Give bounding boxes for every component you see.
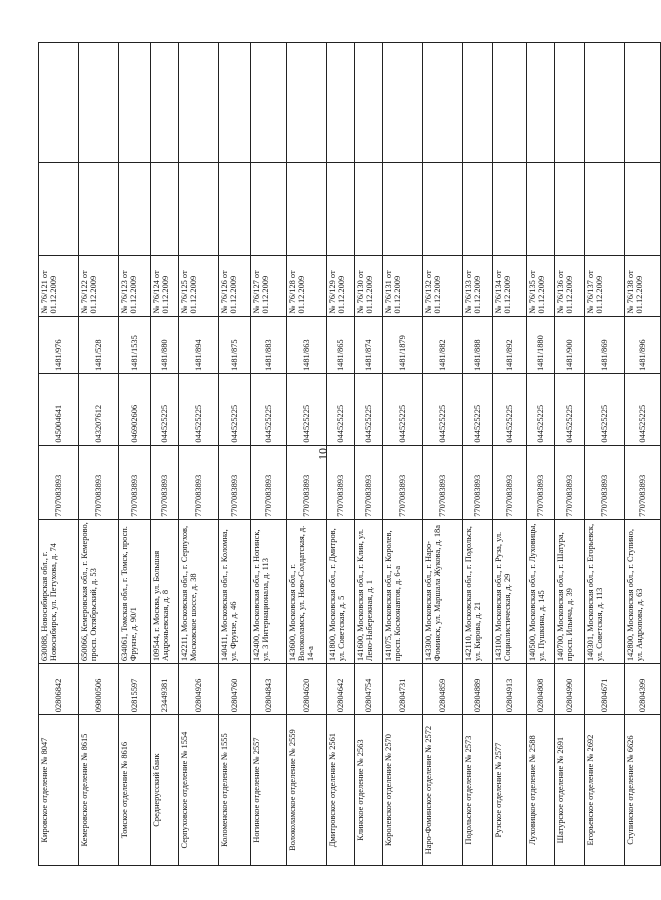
branch-license: 1481/528 (79, 316, 119, 374)
branch-name: Ступинское отделение № 6626 (625, 715, 661, 866)
empty-cell (251, 43, 287, 163)
branch-code: 02804889 (463, 664, 493, 715)
empty-cell (493, 43, 527, 163)
branch-decree: № 76/133 от 01.12.2009 (463, 256, 493, 316)
table-row (327, 43, 355, 866)
branch-bik: 044525225 (625, 374, 661, 446)
branch-decree: № 76/123 от 01.12.2009 (119, 256, 151, 316)
table-row (423, 43, 463, 866)
branch-bik: 044525225 (151, 374, 179, 446)
branch-bik: 045004641 (39, 374, 79, 446)
branch-code: 02804754 (355, 664, 383, 715)
branch-inn: 7707083893 (219, 445, 251, 519)
empty-cell (423, 43, 463, 163)
branch-decree: № 76/135 от 01.12.2009 (527, 256, 555, 316)
empty-cell (327, 163, 355, 256)
branch-license: 1481/882 (423, 316, 463, 374)
branch-decree: № 76/126 от 01.12.2009 (219, 256, 251, 316)
table-row (493, 43, 527, 866)
branch-bik: 044525225 (287, 374, 327, 446)
branch-inn: 7707083893 (151, 445, 179, 519)
branch-license: 1481/896 (625, 316, 661, 374)
empty-cell (287, 163, 327, 256)
empty-cell (39, 43, 79, 163)
branch-license: 1481/865 (327, 316, 355, 374)
branch-bik: 046902606 (119, 374, 151, 446)
table-row (555, 43, 585, 866)
branch-address: 141600, Московская обл., г. Клин, ул. Лено-Набережная, д. 1 (355, 519, 383, 663)
branch-address: 140500, Московская обл., г. Луховицы, ул. Пушкина, д. 145 (527, 519, 555, 663)
branch-code: 02804760 (219, 664, 251, 715)
branch-address: 141800, Московская обл., г. Дмитров, ул. Советская, д. 5 (327, 519, 355, 663)
branch-address: 630088, Новосибирская обл., г. Новосибирск, ул. Петухова, д. 74 (39, 519, 79, 663)
empty-cell (219, 43, 251, 163)
table-row (79, 43, 119, 866)
branch-name: Волоколамское отделение № 2559 (287, 715, 327, 866)
empty-cell (287, 43, 327, 163)
branch-inn: 7707083893 (327, 445, 355, 519)
branch-decree: № 76/138 от 01.12.2009 (625, 256, 661, 316)
branch-name: Дмитровское отделение № 2561 (327, 715, 355, 866)
empty-cell (527, 43, 555, 163)
branch-bik: 044525225 (383, 374, 423, 446)
branch-address: 141075, Московская обл., г. Королев, просп. Космонавтов, д. 6-а (383, 519, 423, 663)
branch-inn: 7707083893 (625, 445, 661, 519)
branch-code: 02804671 (585, 664, 625, 715)
branch-name: Луховицкое отделение № 2588 (527, 715, 555, 866)
branch-license: 1481/900 (555, 316, 585, 374)
branch-inn: 7707083893 (423, 445, 463, 519)
branch-address: 140301, Московская обл., г. Егорьевск, ул. Советская, д. 113 (585, 519, 625, 663)
branch-bik: 044525225 (355, 374, 383, 446)
branch-inn: 7707083893 (119, 445, 151, 519)
empty-cell (79, 163, 119, 256)
empty-cell (463, 163, 493, 256)
branch-decree: № 76/128 от 01.12.2009 (287, 256, 327, 316)
table-row (585, 43, 625, 866)
empty-cell (463, 43, 493, 163)
empty-cell (179, 43, 219, 163)
table-row (219, 43, 251, 866)
branch-name: Наро-Фоминское отделение № 2572 (423, 715, 463, 866)
branch-decree: № 76/124 от 01.12.2009 (151, 256, 179, 316)
branch-code: 02804859 (423, 664, 463, 715)
branch-inn: 7707083893 (527, 445, 555, 519)
branch-decree: № 76/129 от 01.12.2009 (327, 256, 355, 316)
branch-decree: № 76/127 от 01.12.2009 (251, 256, 287, 316)
table-row (39, 43, 79, 866)
branch-code: 23449381 (151, 664, 179, 715)
branch-license: 1481/883 (251, 316, 287, 374)
branch-inn: 7707083893 (585, 445, 625, 519)
table-row (151, 43, 179, 866)
branch-name: Егорьевское отделение № 2692 (585, 715, 625, 866)
empty-cell (219, 163, 251, 256)
branch-table (38, 42, 661, 866)
branch-code: 02804843 (251, 664, 287, 715)
branch-address: 142400, Московская обл., г. Ногинск, ул. 3 Интернационала, д. 113 (251, 519, 287, 663)
branch-table-container (38, 42, 647, 866)
branch-decree: № 76/125 от 01.12.2009 (179, 256, 219, 316)
branch-name: Коломенское отделение № 1555 (219, 715, 251, 866)
branch-license: 1481/1535 (119, 316, 151, 374)
table-row (463, 43, 493, 866)
branch-code: 02804731 (383, 664, 423, 715)
branch-name: Ногинское отделение № 2557 (251, 715, 287, 866)
page-number: 10 (315, 448, 330, 460)
branch-code: 02806842 (39, 664, 79, 715)
branch-license: 1481/875 (219, 316, 251, 374)
empty-cell (39, 163, 79, 256)
branch-inn: 7707083893 (251, 445, 287, 519)
branch-address: 634061, Томская обл., г. Томск, просп. Фрунзе, д. 90/1 (119, 519, 151, 663)
branch-name: Клинское отделение № 2563 (355, 715, 383, 866)
branch-address: 143100, Московская обл., г. Руза, ул. Социалистическая, д. 29 (493, 519, 527, 663)
branch-bik: 044525225 (179, 374, 219, 446)
empty-cell (179, 163, 219, 256)
empty-cell (585, 163, 625, 256)
table-row (179, 43, 219, 866)
empty-cell (355, 163, 383, 256)
branch-bik: 044525225 (327, 374, 355, 446)
branch-address: 109544, г. Москва, ул. Большая Андроньевская, д. 8 (151, 519, 179, 663)
branch-bik: 043207612 (79, 374, 119, 446)
empty-cell (151, 163, 179, 256)
branch-inn: 7707083893 (493, 445, 527, 519)
empty-cell (383, 163, 423, 256)
empty-cell (493, 163, 527, 256)
branch-decree: № 76/121 от 01.12.2009 (39, 256, 79, 316)
branch-inn: 7707083893 (555, 445, 585, 519)
empty-cell (555, 43, 585, 163)
branch-decree: № 76/136 от 01.12.2009 (555, 256, 585, 316)
branch-inn: 7707083893 (179, 445, 219, 519)
table-row (287, 43, 327, 866)
empty-cell (585, 43, 625, 163)
branch-name: Шатурское отделение № 2691 (555, 715, 585, 866)
empty-cell (625, 43, 661, 163)
branch-license: 1481/874 (355, 316, 383, 374)
branch-bik: 044525225 (527, 374, 555, 446)
branch-inn: 7707083893 (383, 445, 423, 519)
branch-decree: № 76/130 от 01.12.2009 (355, 256, 383, 316)
branch-bik: 044525225 (219, 374, 251, 446)
table-row (527, 43, 555, 866)
empty-cell (119, 43, 151, 163)
empty-cell (355, 43, 383, 163)
branch-code: 02804399 (625, 664, 661, 715)
branch-code: 02804808 (527, 664, 555, 715)
branch-code: 02804990 (555, 664, 585, 715)
branch-license: 1481/1880 (527, 316, 555, 374)
branch-address: 140700, Московская обл., г. Шатура, просп. Ильича, д. 39 (555, 519, 585, 663)
branch-bik: 044525225 (463, 374, 493, 446)
empty-cell (555, 163, 585, 256)
branch-code: 09800506 (79, 664, 119, 715)
table-row (625, 43, 661, 866)
branch-code: 02815597 (119, 664, 151, 715)
empty-cell (383, 43, 423, 163)
branch-name: Серпуховское отделение № 1554 (179, 715, 219, 866)
branch-name: Томское отделение № 8616 (119, 715, 151, 866)
branch-decree: № 76/137 от 01.12.2009 (585, 256, 625, 316)
branch-license: 1481/894 (179, 316, 219, 374)
branch-code: 02804913 (493, 664, 527, 715)
empty-cell (423, 163, 463, 256)
branch-code: 02804642 (327, 664, 355, 715)
branch-address: 140411, Московская обл., г. Коломна, ул. Фрунзе, д. 46 (219, 519, 251, 663)
empty-cell (527, 163, 555, 256)
branch-license: 1481/892 (493, 316, 527, 374)
branch-name: Подольское отделение № 2573 (463, 715, 493, 866)
table-row (119, 43, 151, 866)
branch-bik: 044525225 (493, 374, 527, 446)
branch-address: 142110, Московская обл., г. Подольск, ул. Кирова, д. 21 (463, 519, 493, 663)
branch-decree: № 76/134 от 01.12.2009 (493, 256, 527, 316)
branch-name: Кемеровское отделение № 8615 (79, 715, 119, 866)
branch-decree: № 76/122 от 01.12.2009 (79, 256, 119, 316)
branch-inn: 7707083893 (79, 445, 119, 519)
branch-code: 02804620 (287, 664, 327, 715)
branch-bik: 044525225 (423, 374, 463, 446)
branch-address: 142800, Московская обл., г. Ступино, ул. Андропова, д. 63 (625, 519, 661, 663)
empty-cell (79, 43, 119, 163)
branch-code: 02804926 (179, 664, 219, 715)
table-row (383, 43, 423, 866)
branch-license: 1481/1879 (383, 316, 423, 374)
branch-license: 1481/880 (151, 316, 179, 374)
branch-name: Рузское отделение № 2577 (493, 715, 527, 866)
empty-cell (625, 163, 661, 256)
empty-cell (119, 163, 151, 256)
branch-bik: 044525225 (251, 374, 287, 446)
branch-address: 143300, Московская обл., г. Наро-Фоминск, ул. Маршала Жукова, д. 18а (423, 519, 463, 663)
branch-address: 143600, Московская обл., г. Волоколамск, ул. Ново-Солдатская, д. 14-а (287, 519, 327, 663)
branch-decree: № 76/131 от 01.12.2009 (383, 256, 423, 316)
branch-inn: 7707083893 (463, 445, 493, 519)
branch-license: 1481/976 (39, 316, 79, 374)
empty-cell (251, 163, 287, 256)
branch-name: Кировское отделение № 8047 (39, 715, 79, 866)
branch-bik: 044525225 (585, 374, 625, 446)
branch-name: Королевское отделение № 2570 (383, 715, 423, 866)
empty-cell (327, 43, 355, 163)
branch-license: 1481/863 (287, 316, 327, 374)
table-row (355, 43, 383, 866)
empty-cell (151, 43, 179, 163)
branch-name: Среднерусский банк (151, 715, 179, 866)
branch-address: 650066, Кемеровская обл., г. Кемерово, просп. Октябрьский, д. 53 (79, 519, 119, 663)
branch-license: 1481/888 (463, 316, 493, 374)
branch-inn: 7707083893 (287, 445, 327, 519)
table-row (251, 43, 287, 866)
branch-inn: 7707083893 (355, 445, 383, 519)
branch-inn: 7707083893 (39, 445, 79, 519)
branch-license: 1481/869 (585, 316, 625, 374)
branch-decree: № 76/132 от 01.12.2009 (423, 256, 463, 316)
branch-bik: 044525225 (555, 374, 585, 446)
branch-address: 142211, Московская обл., г. Серпухов, Московское шоссе, д. 38 (179, 519, 219, 663)
